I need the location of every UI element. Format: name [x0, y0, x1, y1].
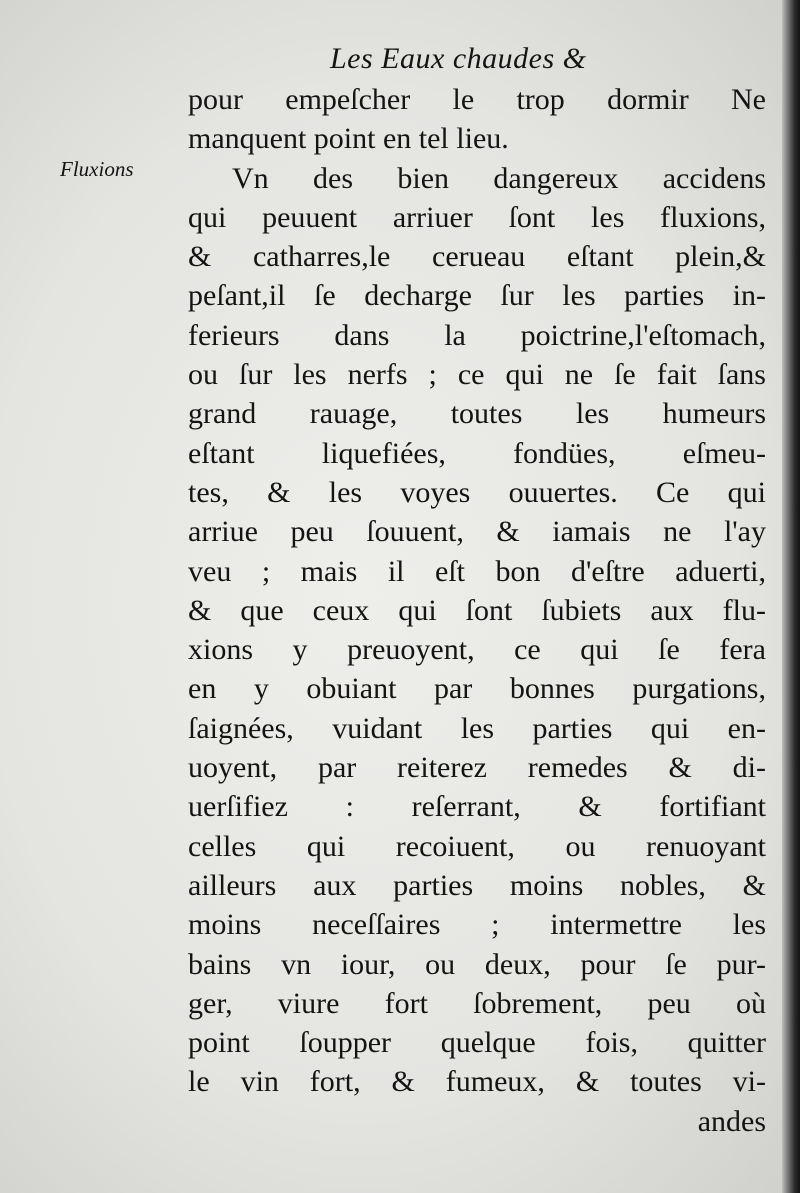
- text-line: pour empeſcher le trop dormir Ne: [188, 83, 766, 116]
- text-line: ou ſur les nerfs ; ce qui ne ſe fait ſans: [188, 358, 766, 392]
- catchword: andes: [697, 1104, 766, 1138]
- text-line: uoyent, par reiterez remedes & di-: [188, 751, 766, 785]
- text-line: & catharres,le cerueau eſtant plein,&: [188, 240, 766, 274]
- text-line: ferieurs dans la poictrine,l'eſtomach,: [188, 318, 766, 352]
- page-edge-shadow: [782, 0, 800, 1193]
- text-line: moins neceſſaires ; intermettre les: [188, 908, 766, 942]
- text-line: xions y preuoyent, ce qui ſe fera: [188, 633, 766, 667]
- body-text: [188, 80, 766, 1141]
- text-line: Vn des bien dangereux accidens: [232, 161, 766, 195]
- text-line: ſaignées, vuidant les parties qui en-: [188, 711, 766, 745]
- text-line: tes, & les voyes ouuertes. Ce qui: [188, 475, 766, 509]
- text-line: grand rauage, toutes les humeurs: [188, 397, 766, 431]
- text-line: peſant,il ſe decharge ſur les parties in-: [188, 279, 766, 313]
- text-line: veu ; mais il eſt bon d'eſtre aduerti,: [188, 554, 766, 588]
- text-line: le vin fort, & fumeux, & toutes vi-: [188, 1065, 766, 1099]
- text-line: point ſoupper quelque fois, quitter: [188, 1026, 766, 1060]
- text-line: ger, viure fort ſobrement, peu où: [188, 986, 766, 1020]
- text-line: eſtant liquefiées, fondües, eſmeu-: [188, 436, 766, 470]
- text-line: qui peuuent arriuer ſont les fluxions,: [188, 200, 766, 234]
- text-line: bains vn iour, ou deux, pour ſe pur-: [188, 947, 766, 981]
- text-line: celles qui recoiuent, ou renuoyant: [188, 829, 766, 863]
- text-line: uerſifiez : reſerrant, & fortifiant: [188, 790, 766, 824]
- text-line: arriue peu ſouuent, & iamais ne l'ay: [188, 515, 766, 549]
- text-line: ailleurs aux parties moins nobles, &: [188, 868, 766, 902]
- running-title: Les Eaux chaudes &: [330, 42, 587, 75]
- text-line: & que ceux qui ſont ſubiets aux flu-: [188, 593, 766, 627]
- text-line: manquent point en tel lieu.: [188, 122, 509, 156]
- text-line: en y obuiant par bonnes purgations,: [188, 672, 766, 706]
- margin-note: Fluxions: [60, 157, 134, 181]
